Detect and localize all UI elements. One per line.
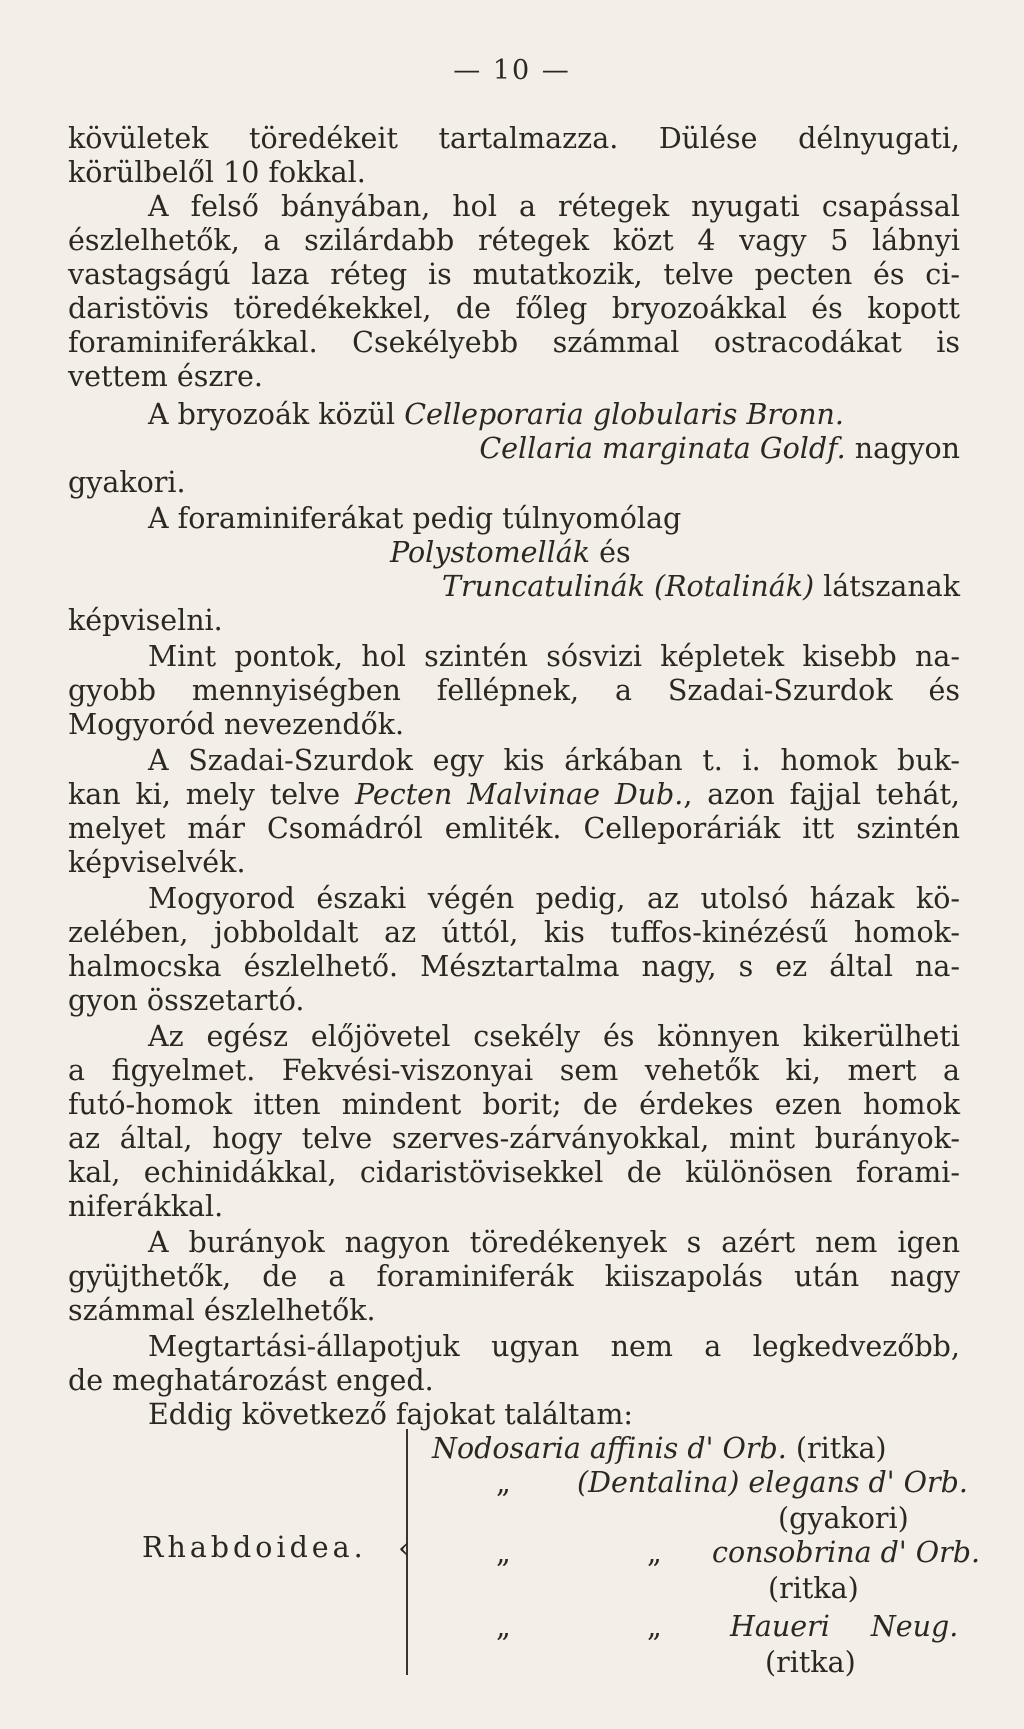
text-run: nagyon xyxy=(845,432,960,465)
text-line: futó-homok itten mindent borit; de érdekes ezen homok xyxy=(68,1088,960,1121)
text-line: halmocska észlelhető. Mésztartalma nagy, s ez által na- xyxy=(68,950,960,983)
text-line: észlelhetők, a szilárdabb rétegek közt 4 vagy 5 lábnyi xyxy=(68,224,960,257)
text-line: gyakori. xyxy=(68,466,186,499)
text-line: képviselni. xyxy=(68,604,223,637)
text-line: vastagságú laza réteg is mutatkozik, telve pecten és ci- xyxy=(68,258,960,291)
text-run: A bryozoák közül xyxy=(148,398,405,431)
text-run: látszanak xyxy=(814,570,960,603)
ditto-mark: „ xyxy=(496,1466,511,1499)
text-line: Mogyoród nevezendők. xyxy=(68,708,405,741)
species-name: Nodosaria affinis d' Orb. xyxy=(432,1432,787,1465)
ditto-mark: „ xyxy=(647,1610,662,1643)
text-line: melyet már Csomádról emliték. Celleporáriák itt szintén xyxy=(68,812,960,845)
text-line: niferákkal. xyxy=(68,1190,224,1223)
text-line xyxy=(390,570,960,604)
frequency-note: (ritka) xyxy=(795,1432,887,1465)
text-line xyxy=(390,536,960,570)
frequency-note: (ritka) xyxy=(768,1572,859,1605)
species-name: Cellaria marginata Goldf. xyxy=(479,432,846,465)
text-line: gyon összetartó. xyxy=(68,984,305,1017)
text-line xyxy=(440,432,960,466)
text-line xyxy=(68,778,960,812)
text-line: vettem észre. xyxy=(68,360,263,393)
species-entry xyxy=(432,1432,887,1466)
taxon-name: Truncatulinák (Rotalinák) xyxy=(441,570,815,603)
text-line: az által, hogy telve szerves-zárványokkal, mint burányok- xyxy=(68,1122,960,1155)
text-line: A Szadai-Szurdok egy kis árkában t. i. homok buk- xyxy=(148,744,960,777)
species-name: consobrina d' Orb. xyxy=(712,1536,981,1569)
page-number: — 10 — xyxy=(453,55,571,86)
species-name: Haueri Neug. xyxy=(730,1610,959,1643)
text-line: körülbelől 10 fokkal. xyxy=(68,156,366,189)
text-line: A foraminiferákat pedig túlnyomólag xyxy=(148,502,682,535)
ditto-mark: „ xyxy=(496,1610,511,1643)
species-name: (Dentalina) elegans d' Orb. xyxy=(577,1466,968,1499)
text-run: kan ki, mely telve xyxy=(68,778,355,811)
brace-tip-icon: ‹ xyxy=(398,1531,410,1566)
text-run: és xyxy=(590,536,631,569)
text-line: számmal észlelhetők. xyxy=(68,1294,376,1327)
ditto-mark: „ xyxy=(647,1536,662,1569)
species-name: Pecten Malvinae Dub. xyxy=(355,778,684,811)
text-line: kövületek töredékeit tartalmazza. Dülése délnyugati, xyxy=(68,122,960,155)
text-line: gyobb mennyiségben fellépnek, a Szadai-Szurdok és xyxy=(68,674,960,707)
text-line xyxy=(148,398,960,432)
species-name: Celleporaria globularis Bronn. xyxy=(404,398,844,431)
text-line: A burányok nagyon töredékenyek s azért nem igen xyxy=(148,1226,960,1259)
group-label-rhabdoidea: Rhabdoidea. xyxy=(142,1531,367,1564)
text-line: gyüjthetők, de a foraminiferák kiiszapolás után nagy xyxy=(68,1260,960,1293)
frequency-note: (gyakori) xyxy=(778,1502,909,1535)
text-line: Mogyorod északi végén pedig, az utolsó házak kö- xyxy=(148,882,960,915)
text-line: Mint pontok, hol szintén sósvizi képletek kisebb na- xyxy=(148,640,960,673)
text-line: kal, echinidákkal, cidaristövisekkel de különösen forami- xyxy=(68,1156,960,1189)
text-line: daristövis töredékekkel, de főleg bryozoákkal és kopott xyxy=(68,292,960,325)
text-line: Az egész előjövetel csekély és könnyen kikerülheti xyxy=(148,1020,960,1053)
taxon-name: Polystomellák xyxy=(390,536,591,569)
text-line: Eddig következő fajokat találtam: xyxy=(148,1398,633,1431)
text-run: , azon fajjal tehát, xyxy=(683,778,960,811)
text-line: képviselvék. xyxy=(68,846,246,879)
text-line: Megtartási-állapotjuk ugyan nem a legkedvezőbb, xyxy=(148,1330,960,1363)
text-line: foraminiferákkal. Csekélyebb számmal ostracodákat is xyxy=(68,326,960,359)
text-line: de meghatározást enged. xyxy=(68,1364,434,1397)
text-line: a figyelmet. Fekvési-viszonyai sem vehetők ki, mert a xyxy=(68,1054,960,1087)
text-line: A felső bányában, hol a rétegek nyugati csapással xyxy=(148,190,960,223)
ditto-mark: „ xyxy=(496,1536,511,1569)
text-line: zelében, jobboldalt az úttól, kis tuffos-kinézésű homok- xyxy=(68,916,960,949)
frequency-note: (ritka) xyxy=(765,1646,856,1679)
